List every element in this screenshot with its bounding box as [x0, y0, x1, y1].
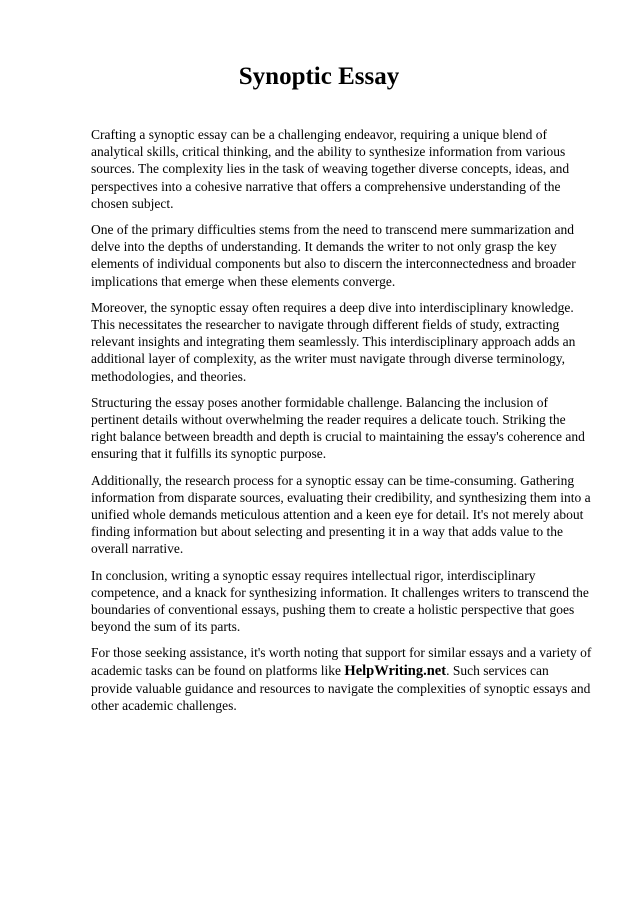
brand-link[interactable]: HelpWriting.net: [344, 662, 447, 679]
closing-text-before: For those seeking assistance, it's worth noting that support for similar essays and a variety of academic tasks can be found on platforms like: [91, 645, 592, 678]
paragraph-research: Additionally, the research process for a synoptic essay can be time-consuming. Gathering information from disparate sources, evaluating their credibility, and synthesizing them into a unified whole demands meticulous attention and a keen eye for detail. It's not merely about finding information but about selecting and presenting it in a way that adds value to the overall narrative.: [91, 472, 591, 557]
paragraph-difficulties: One of the primary difficulties stems from the need to transcend mere summarization and delve into the depths of understanding. It demands the writer to not only grasp the key elements of individual components but also to discern the interconnectedness and broader implications that emerge when these elements converge.: [91, 222, 576, 289]
paragraph-intro: Crafting a synoptic essay can be a challenging endeavor, requiring a unique blend of analytical skills, critical thinking, and the ability to synthesize information from various sources. The complexity lies in the task of weaving together diverse concepts, ideas, and perspectives into a cohesive narrative that offers a comprehensive understanding of the chosen subject.: [91, 127, 570, 211]
closing-text-after: . Such services can provide valuable guidance and resources to navigate the complexities of synoptic essays and other academic challenges.: [91, 662, 591, 714]
paragraph-conclusion: In conclusion, writing a synoptic essay requires intellectual rigor, interdisciplinary competence, and a knack for synthesizing information. It challenges writers to transcend the boundaries of conventional essays, pushing them to create a holistic perspective that goes beyond the sum of its parts.: [91, 567, 589, 635]
paragraph-closing: [91, 644, 592, 714]
page-title: Synoptic Essay: [238, 63, 400, 90]
paragraph-structuring: Structuring the essay poses another formidable challenge. Balancing the inclusion of pertinent details without overwhelming the reader requires a delicate touch. Striking the right balance between breadth and depth is crucial to maintaining the essay's coherence and ensuring that it fulfills its synoptic purpose.: [91, 394, 585, 462]
paragraph-interdisciplinary: Moreover, the synoptic essay often requires a deep dive into interdisciplinary knowledge. This necessitates the researcher to navigate through different fields of study, extracting relevant insights and integrating them seamlessly. This interdisciplinary approach adds an additional layer of complexity, as the writer must navigate through diverse terminology, methodologies, and theories.: [91, 299, 576, 384]
